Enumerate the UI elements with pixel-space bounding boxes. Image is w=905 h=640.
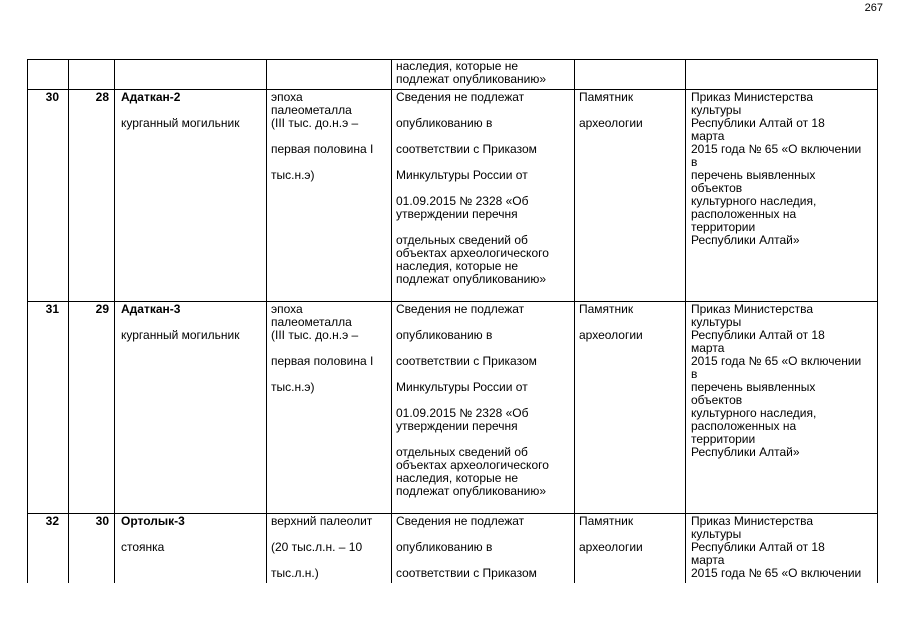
registry-number: 30 <box>95 514 109 528</box>
site-epoch: верхний палеолит (20 тыс.л.н. – 10 тыс.л.н.) <box>271 514 373 580</box>
document-cell: Приказ Министерства культуры Республики Алтай от 18 марта 2015 года № 65 «О включении <box>691 514 862 580</box>
registry-number: 29 <box>95 302 109 316</box>
site-name: Адаткан-3 <box>121 302 181 316</box>
category-cell: Памятник археологии <box>579 302 643 342</box>
info-cell: Сведения не подлежат опубликованию в соответствии с Приказом Минкультуры России от 01.09.2015 № 2328 «Об утверждении перечня отдельных сведений об объектах археологического наследия, которые не подлежат опубликованию» <box>396 302 549 498</box>
heritage-table <box>27 59 878 583</box>
page-number: 267 <box>864 2 883 14</box>
info-cell: Сведения не подлежат опубликованию в соответствии с Приказом Минкультуры России от 01.09.2015 № 2328 «Об утверждении перечня отдельных сведений об объектах археологического наследия, которые не подлежат опубликованию» <box>396 90 549 286</box>
info-cell: Сведения не подлежат опубликованию в соответствии с Приказом <box>396 514 537 580</box>
fragment-info-cell: наследия, которые не подлежат опубликованию» <box>396 59 547 86</box>
site-name: Адаткан-2 <box>121 90 181 104</box>
category-cell: Памятник археологии <box>579 514 643 554</box>
category-cell: Памятник археологии <box>579 90 643 130</box>
row-number: 30 <box>45 90 59 104</box>
site-type: стоянка <box>121 540 165 554</box>
row-number: 32 <box>45 514 59 528</box>
document-cell: Приказ Министерства культуры Республики Алтай от 18 марта 2015 года № 65 «О включении в перечень выявленных объектов культурного наследия, расположенных на территории Республики Алтай» <box>691 302 862 459</box>
site-type: курганный могильник <box>121 116 240 130</box>
site-epoch: эпоха палеометалла (III тыс. до.н.э – первая половина I тыс.н.э) <box>271 90 374 182</box>
document-cell: Приказ Министерства культуры Республики Алтай от 18 марта 2015 года № 65 «О включении в перечень выявленных объектов культурного наследия, расположенных на территории Республики Алтай» <box>691 90 862 247</box>
site-name: Ортолык-3 <box>121 514 185 528</box>
registry-number: 28 <box>95 90 109 104</box>
site-epoch: эпоха палеометалла (III тыс. до.н.э – первая половина I тыс.н.э) <box>271 302 374 394</box>
site-type: курганный могильник <box>121 328 240 342</box>
row-number: 31 <box>45 302 59 316</box>
